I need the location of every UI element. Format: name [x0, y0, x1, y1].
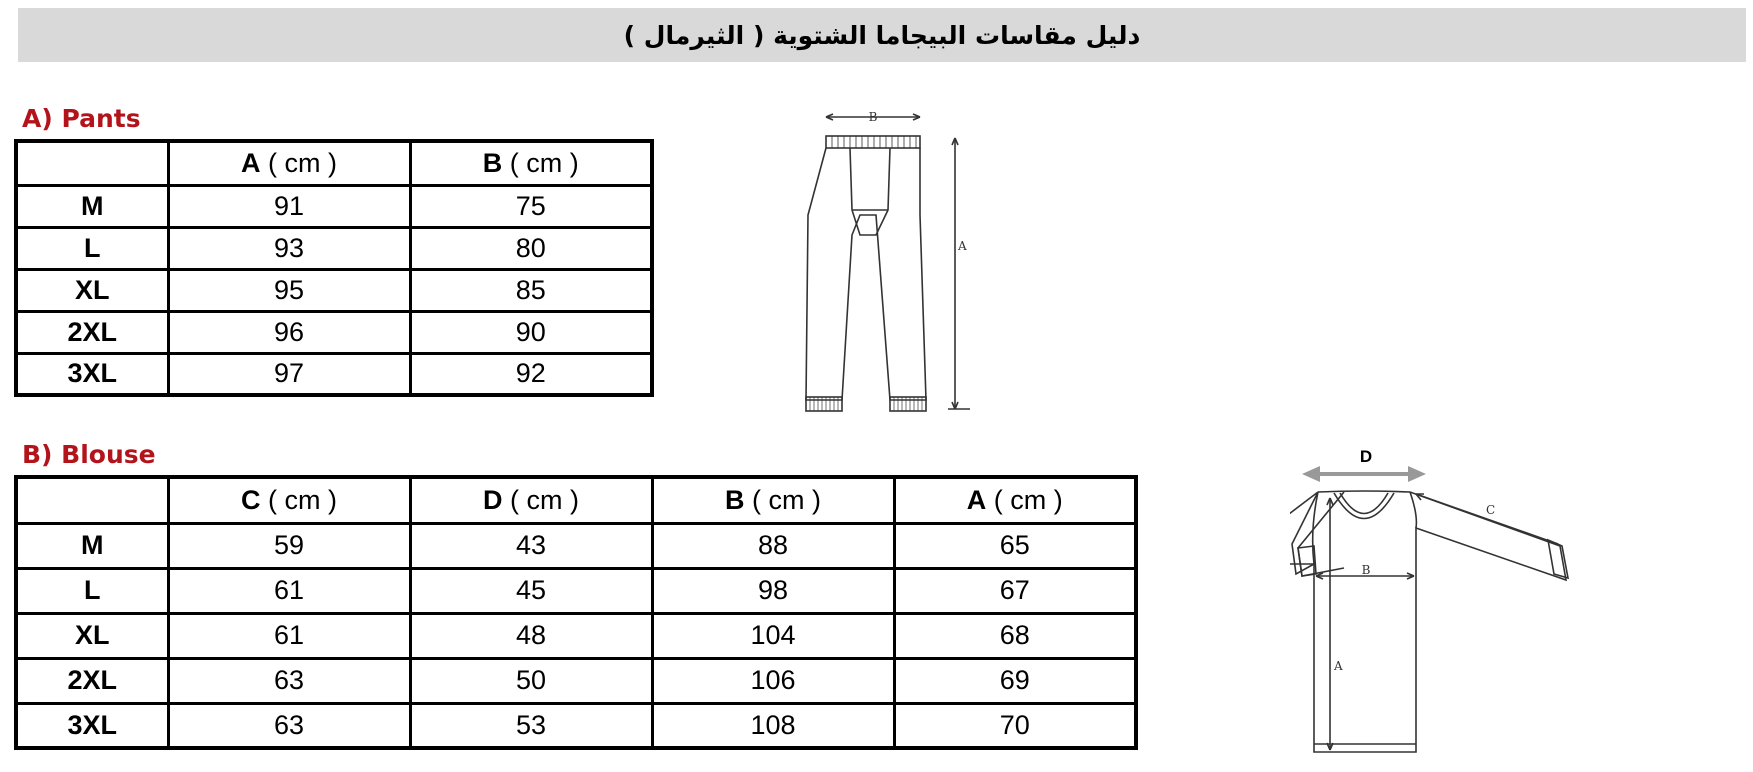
- table-row: [16, 613, 1136, 658]
- table-row: [16, 658, 1136, 703]
- pants-heading: A) Pants: [22, 104, 141, 133]
- blouse-diagram: [1290, 440, 1730, 760]
- table-cell: 63: [168, 658, 410, 703]
- blouse-d-label: D: [1359, 447, 1373, 466]
- table-cell: 75: [410, 185, 652, 227]
- table-cell: 61: [168, 568, 410, 613]
- blouse-header-row: [16, 477, 1136, 523]
- size-label: XL: [16, 269, 168, 311]
- table-row: [16, 311, 652, 353]
- table-cell: 61: [168, 613, 410, 658]
- blouse-size-table: [14, 475, 1138, 750]
- blouse-b-label: B: [1361, 563, 1371, 577]
- title-bar: [18, 8, 1746, 62]
- table-row: [16, 353, 652, 395]
- blouse-left-sleeve: [1292, 490, 1348, 590]
- blouse-corner-cell: [16, 477, 168, 523]
- table-row: [16, 523, 1136, 568]
- table-cell: 80: [410, 227, 652, 269]
- pants-waistband: [826, 136, 920, 148]
- blouse-col-header: C ( cm ): [168, 477, 410, 523]
- table-cell: 88: [652, 523, 894, 568]
- blouse-col-header: B ( cm ): [652, 477, 894, 523]
- table-cell: 90: [410, 311, 652, 353]
- table-cell: 67: [894, 568, 1136, 613]
- table-cell: 43: [410, 523, 652, 568]
- table-cell: 59: [168, 523, 410, 568]
- size-label: M: [16, 523, 168, 568]
- pants-diagram: [790, 105, 980, 417]
- pants-right-cuff: [890, 397, 926, 411]
- pants-header-row: [16, 141, 652, 185]
- table-cell: 92: [410, 353, 652, 395]
- table-cell: 45: [410, 568, 652, 613]
- pants-outline: [806, 148, 926, 400]
- blouse-a-label: A: [1334, 659, 1343, 673]
- table-cell: 93: [168, 227, 410, 269]
- pants-col-header: A ( cm ): [168, 141, 410, 185]
- pants-left-cuff: [806, 397, 842, 411]
- size-label: XL: [16, 613, 168, 658]
- size-label: L: [16, 568, 168, 613]
- table-cell: 85: [410, 269, 652, 311]
- table-cell: 69: [894, 658, 1136, 703]
- table-cell: 53: [410, 703, 652, 748]
- table-cell: 106: [652, 658, 894, 703]
- table-row: [16, 185, 652, 227]
- table-cell: 70: [894, 703, 1136, 748]
- table-cell: 108: [652, 703, 894, 748]
- blouse-heading: B) Blouse: [22, 440, 156, 469]
- pants-col-header: B ( cm ): [410, 141, 652, 185]
- size-label: 2XL: [16, 658, 168, 703]
- blouse-c-label: C: [1486, 503, 1496, 517]
- size-label: M: [16, 185, 168, 227]
- table-cell: 48: [410, 613, 652, 658]
- pants-size-table: [14, 139, 654, 397]
- table-row: [16, 269, 652, 311]
- blouse-c-arrow: [1416, 494, 1558, 544]
- table-cell: 91: [168, 185, 410, 227]
- blouse-left-cuff: [1298, 546, 1316, 576]
- pants-b-label: B: [868, 110, 878, 124]
- table-cell: 97: [168, 353, 410, 395]
- pants-a-label: A: [958, 239, 967, 253]
- size-label: L: [16, 227, 168, 269]
- table-row: [16, 568, 1136, 613]
- table-cell: 68: [894, 613, 1136, 658]
- table-cell: 104: [652, 613, 894, 658]
- table-cell: 98: [652, 568, 894, 613]
- table-cell: 63: [168, 703, 410, 748]
- table-cell: 96: [168, 311, 410, 353]
- size-label: 3XL: [16, 353, 168, 395]
- table-row: [16, 227, 652, 269]
- blouse-col-header: D ( cm ): [410, 477, 652, 523]
- table-row: [16, 703, 1136, 748]
- size-label: 3XL: [16, 703, 168, 748]
- size-label: 2XL: [16, 311, 168, 353]
- blouse-col-header: A ( cm ): [894, 477, 1136, 523]
- table-cell: 65: [894, 523, 1136, 568]
- table-cell: 95: [168, 269, 410, 311]
- page-title: دليل مقاسات البيجاما الشتوية ( الثيرمال ): [623, 20, 1141, 50]
- table-cell: 50: [410, 658, 652, 703]
- pants-corner-cell: [16, 141, 168, 185]
